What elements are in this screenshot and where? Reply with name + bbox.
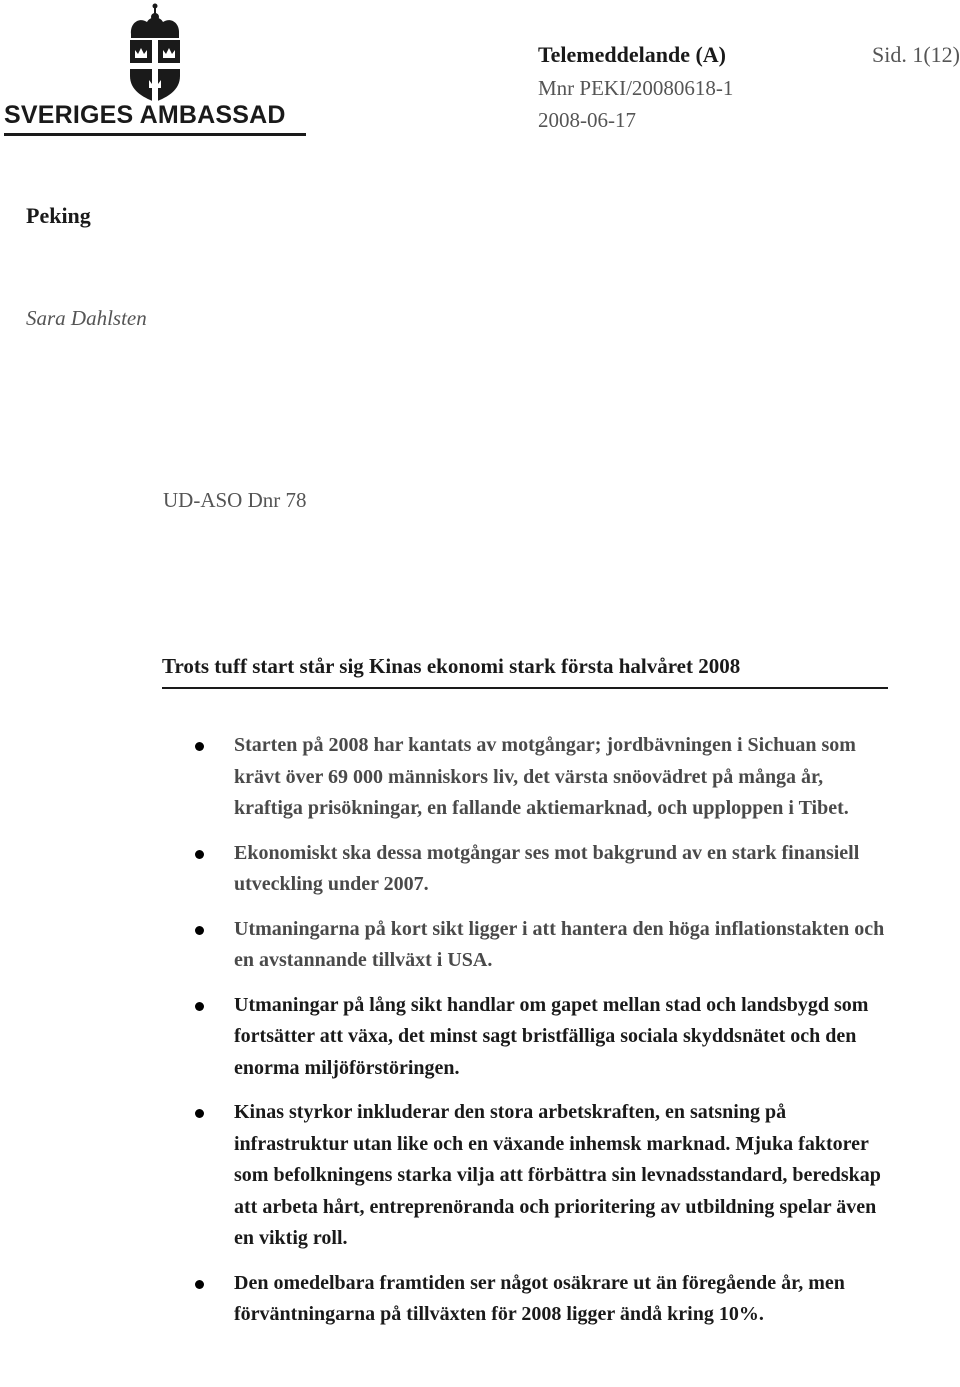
bullet-dot-icon: [195, 850, 204, 859]
distribution-line: UD-ASO Dnr 78: [163, 488, 307, 512]
document-title: Trots tuff start står sig Kinas ekonomi stark första halvåret 2008: [162, 654, 888, 689]
document-type: Telemeddelande (A): [538, 42, 727, 67]
summary-bullet-list: [188, 730, 888, 1344]
list-item: [188, 914, 888, 977]
list-item: [188, 1268, 888, 1331]
bullet-dot-icon: [195, 1109, 204, 1118]
embassy-wordmark: SVERIGES AMBASSAD: [4, 101, 286, 129]
list-item: [188, 1097, 888, 1255]
bullet-dot-icon: [195, 742, 204, 751]
sender-location: Peking: [26, 203, 91, 228]
bullet-dot-icon: [195, 1002, 204, 1011]
bullet-dot-icon: [195, 926, 204, 935]
list-item: [188, 838, 888, 901]
bullet-text: Ekonomiskt ska dessa motgångar ses mot bakgrund av en stark finansiell utveckling under 2007.: [234, 841, 860, 895]
bullet-dot-icon: [195, 1280, 204, 1289]
bullet-text: Utmaningar på lång sikt handlar om gapet mellan stad och landsbygd som fortsätter att växa, det minst sagt bristfälliga sociala skyddsnätet och den enorma miljöförstöringen.: [234, 993, 869, 1079]
author-name: Sara Dahlsten: [26, 306, 147, 330]
reference-number: Mnr PEKI/20080618-1: [538, 76, 734, 100]
list-item: [188, 730, 888, 825]
bullet-text: Den omedelbara framtiden ser något osäkrare ut än föregående år, men förväntningarna på tillväxten för 2008 ligger ändå kring 10%.: [234, 1271, 845, 1325]
bullet-text: Starten på 2008 har kantats av motgångar; jordbävningen i Sichuan som krävt över 69 000 människors liv, det värsta snöovädret på många år, kraftiga prisökningar, en fallande aktiemarknad, och upploppen i Tibet.: [234, 734, 856, 819]
list-item: [188, 990, 888, 1085]
bullet-text: Kinas styrkor inkluderar den stora arbetskraften, en satsning på infrastruktur utan like och en växande inhemsk marknad. Mjuka faktorer som befolkningens starka vilja att förbättra sin levnadsstandard, beredskap att arbeta hårt, entreprenöranda och prioritering av utbildning spelar även en viktig roll.: [234, 1101, 881, 1249]
document-date: 2008-06-17: [538, 108, 636, 132]
bullet-text: Utmaningarna på kort sikt ligger i att hantera den höga inflationstakten och en avstannande tillväxt i USA.: [234, 917, 885, 971]
page-number: Sid. 1(12): [872, 42, 960, 67]
